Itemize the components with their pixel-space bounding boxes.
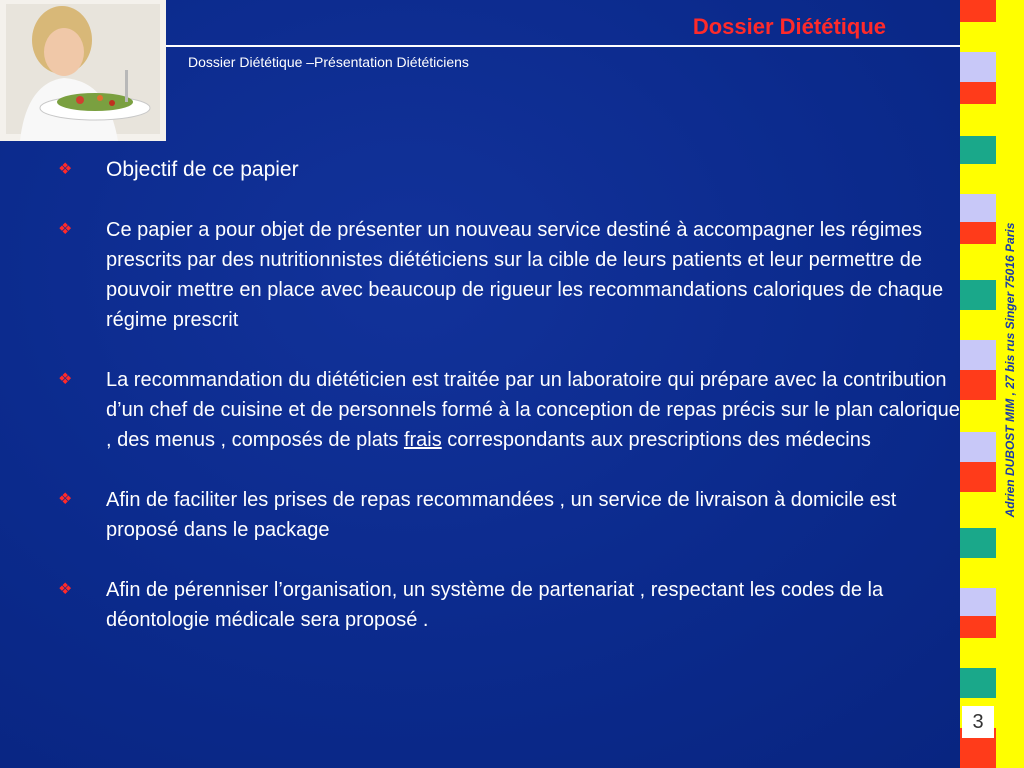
stripe (960, 22, 996, 52)
stripe (960, 164, 996, 194)
photo-illustration (0, 0, 166, 141)
stripe (960, 638, 996, 668)
bullet-purpose (58, 215, 968, 335)
bullet-text: Afin de pérenniser l’organisation, un système de partenariat , respectant les codes de la déontologie médicale sera proposé . (106, 579, 884, 631)
stripe (960, 280, 996, 310)
stripe (960, 432, 996, 462)
page-number: 3 (962, 706, 994, 738)
bullet-objective (58, 155, 968, 185)
bullet-delivery (58, 485, 968, 545)
stripe (960, 222, 996, 244)
stripe (960, 616, 996, 638)
underlined-word: frais (403, 429, 442, 451)
stripe (960, 52, 996, 82)
stripe (960, 244, 996, 280)
bullet-text: Ce papier a pour objet de présenter un nouveau service destiné à accompagner les régimes prescrits par des nutritionnistes diététiciens sur la cible de leurs patients et leur permettre de pouvoir mettre en place avec beaucoup de rigueur les recommandations caloriques de chaque régime prescrit (106, 219, 944, 331)
title-divider (166, 45, 960, 47)
stripe (960, 136, 996, 164)
diamond-bullet-icon: ❖ (58, 161, 73, 178)
page-subtitle: Dossier Diététique –Présentation Diététiciens (188, 54, 469, 70)
diamond-bullet-icon: ❖ (58, 221, 73, 238)
decorative-stripes (960, 0, 996, 768)
page-title: Dossier Diététique (692, 14, 886, 39)
stripe (960, 310, 996, 340)
diamond-bullet-icon: ❖ (58, 581, 73, 598)
stripe (960, 0, 996, 22)
stripe (960, 492, 996, 528)
stripe (960, 104, 996, 136)
stripe (960, 588, 996, 616)
bullet-text-part: La recommandation du diététicien est traitée par un laboratoire qui prépare avec la contribution d’un chef de cuisine et de personnels formé à la conception de repas précis sur le plan calorique , des menus , composés de plats (106, 369, 960, 451)
woman-eating-salad-photo (0, 0, 166, 141)
bullet-text (58, 365, 968, 455)
bullet-laboratory (58, 365, 968, 455)
stripe (960, 340, 996, 370)
stripe (960, 370, 996, 400)
diamond-bullet-icon: ❖ (58, 491, 73, 508)
bullet-text: Afin de faciliter les prises de repas recommandées , un service de livraison à domicile est proposé dans le package (106, 489, 897, 541)
stripe (960, 194, 996, 222)
stripe (960, 668, 996, 698)
stripe (960, 528, 996, 558)
bullet-text: Objectif de ce papier (106, 158, 299, 181)
bullet-partnership (58, 575, 968, 635)
stripe (960, 400, 996, 432)
diamond-bullet-icon: ❖ (58, 371, 73, 388)
content-body (58, 155, 968, 665)
stripe (960, 462, 996, 492)
bullet-text-part: correspondants aux prescriptions des médecins (441, 429, 871, 451)
stripe (960, 558, 996, 588)
sidebar-author-address: Adrien DUBOST MIM , 27 bis rus Singer 75016 Paris (1003, 222, 1017, 518)
stripe (960, 82, 996, 104)
